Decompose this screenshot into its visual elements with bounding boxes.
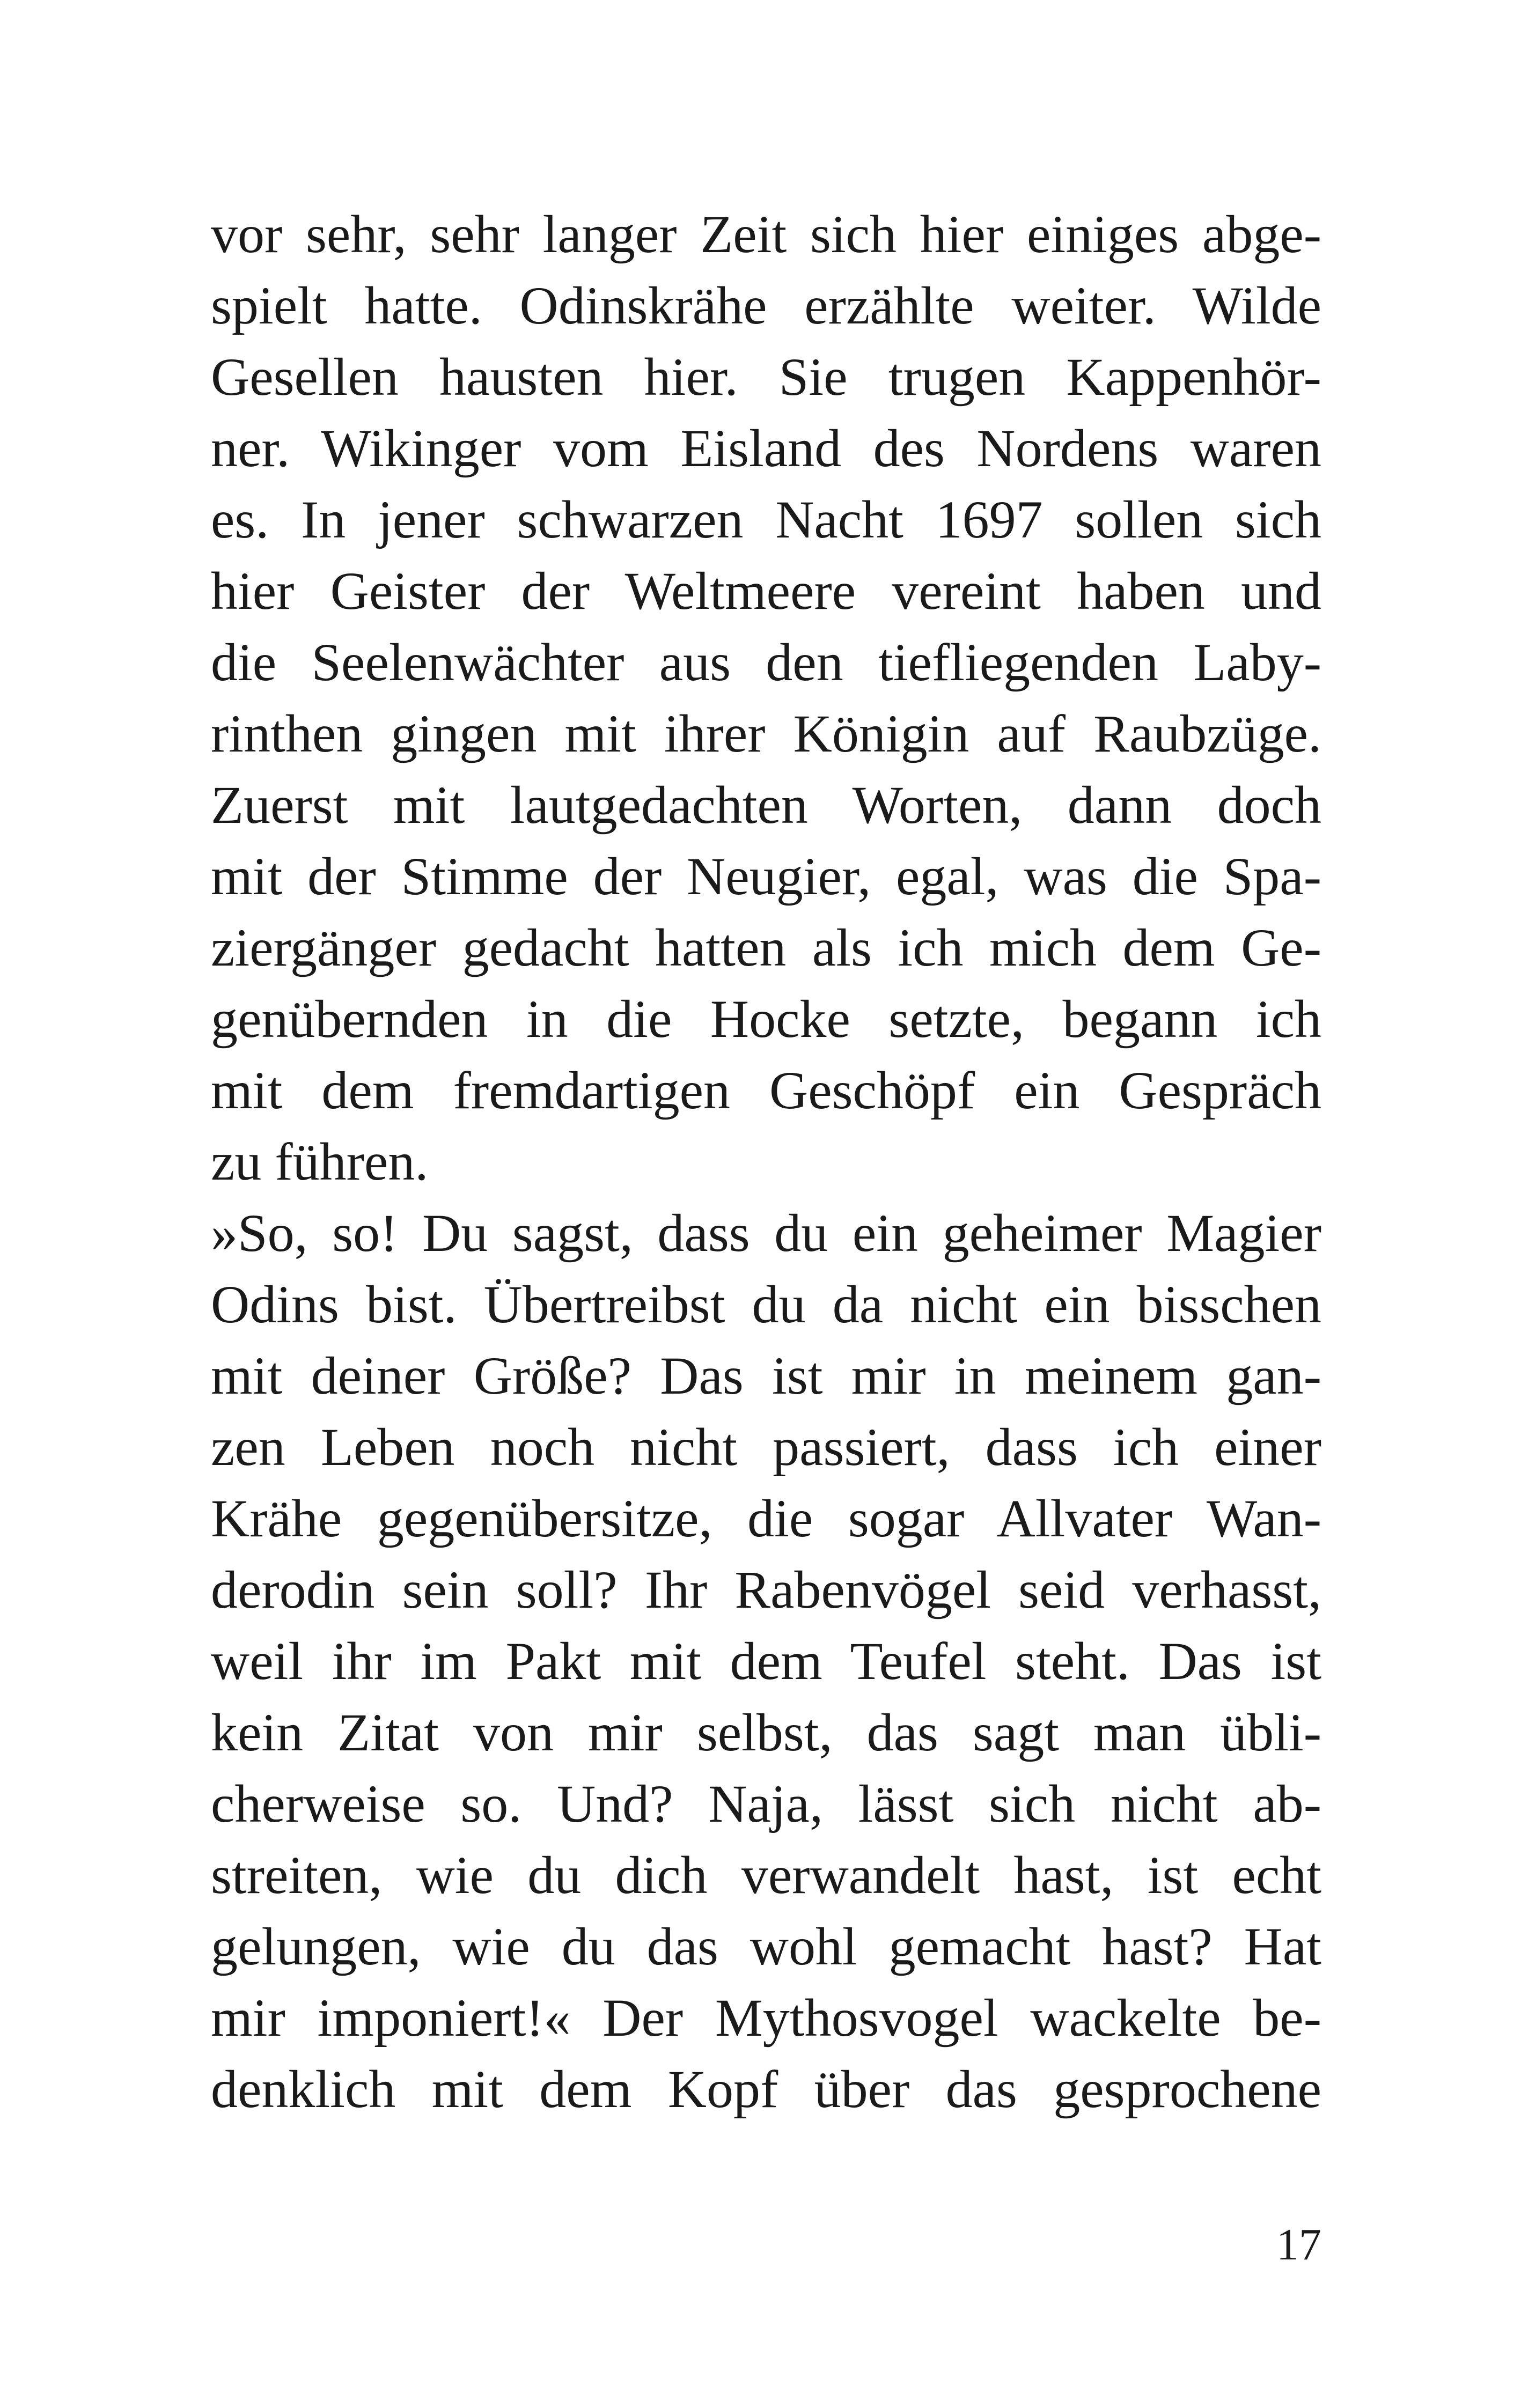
text-line: die Seelenwächter aus den tiefliegenden Laby- xyxy=(211,632,1321,692)
text-line: ner. Wikinger vom Eisland des Nordens waren xyxy=(211,418,1321,478)
text-line: cherweise so. Und? Naja, lässt sich nicht ab- xyxy=(211,1774,1321,1833)
text-line: Gesellen hausten hier. Sie trugen Kappenhör- xyxy=(211,347,1321,407)
text-line: mit der Stimme der Neugier, egal, was die Spa- xyxy=(211,846,1321,906)
text-line: mit deiner Größe? Das ist mir in meinem gan- xyxy=(211,1346,1321,1405)
text-line: es. In jener schwarzen Nacht 1697 sollen sich xyxy=(211,490,1321,549)
text-line: mir imponiert!« Der Mythosvogel wackelte be- xyxy=(211,1988,1321,2048)
text-line: zu führen. xyxy=(211,1132,429,1191)
page-number: 17 xyxy=(1276,2220,1321,2270)
text-line: kein Zitat von mir selbst, das sagt man übli- xyxy=(211,1703,1321,1762)
text-line: derodin sein soll? Ihr Rabenvögel seid verhasst, xyxy=(211,1560,1321,1619)
text-line: mit dem fremdartigen Geschöpf ein Gespräch xyxy=(211,1061,1321,1120)
text-line: hier Geister der Weltmeere vereint haben und xyxy=(211,561,1321,621)
text-line: streiten, wie du dich verwandelt hast, ist echt xyxy=(211,1845,1321,1905)
text-line: spielt hatte. Odinskrähe erzählte weiter. Wilde xyxy=(211,276,1321,335)
text-line: denklich mit dem Kopf über das gesprochene xyxy=(211,2059,1321,2119)
text-line: weil ihr im Pakt mit dem Teufel steht. Das ist xyxy=(211,1631,1321,1691)
text-line: ziergänger gedacht hatten als ich mich dem Ge- xyxy=(211,918,1321,977)
text-line: Zuerst mit lautgedachten Worten, dann doch xyxy=(211,775,1321,835)
text-line: rinthen gingen mit ihrer Königin auf Raubzüge. xyxy=(211,704,1321,763)
text-line: genübernden in die Hocke setzte, begann ich xyxy=(211,989,1321,1049)
text-line: vor sehr, sehr langer Zeit sich hier einiges abge- xyxy=(211,204,1321,264)
body-text xyxy=(211,198,1321,2125)
text-line: Odins bist. Übertreibst du da nicht ein bisschen xyxy=(211,1275,1321,1334)
text-line: Krähe gegenübersitze, die sogar Allvater Wan- xyxy=(211,1489,1321,1548)
text-line: »So, so! Du sagst, dass du ein geheimer Magier xyxy=(211,1203,1321,1263)
text-line: zen Leben noch nicht passiert, dass ich einer xyxy=(211,1417,1321,1477)
text-line: gelungen, wie du das wohl gemacht hast? Hat xyxy=(211,1917,1321,1976)
